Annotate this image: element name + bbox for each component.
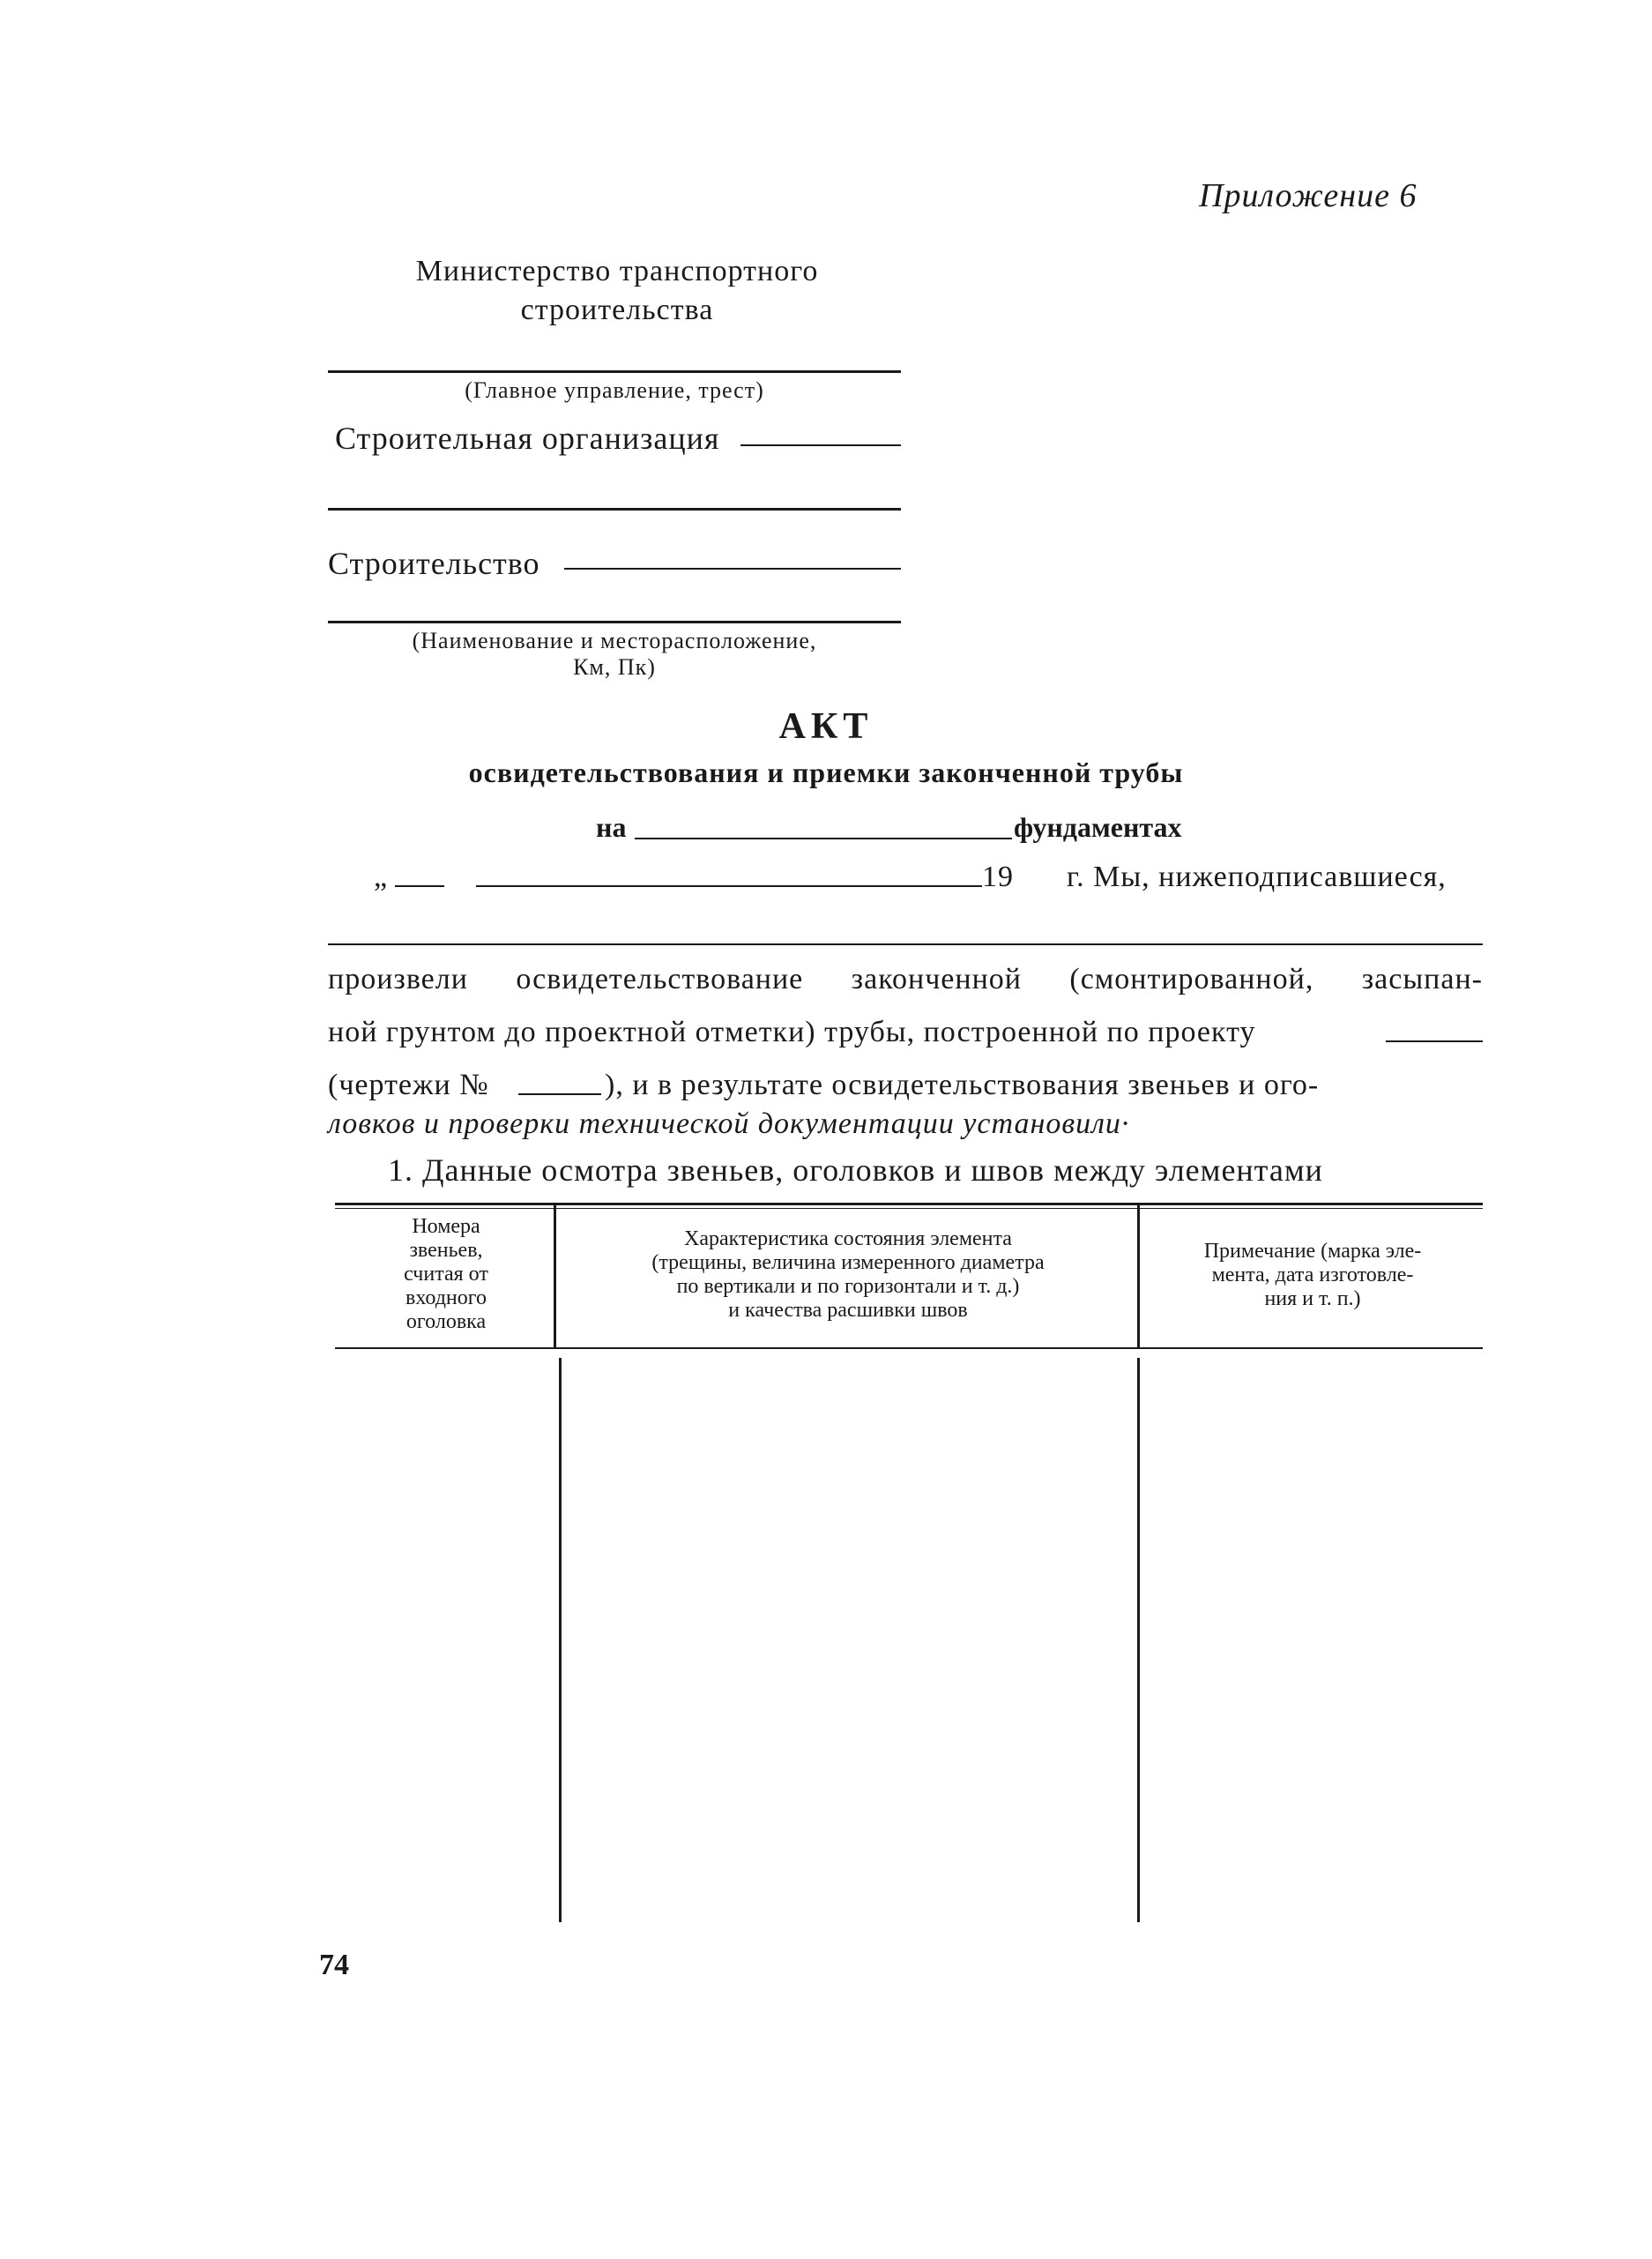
naming-caption-line-2: Км, Пк) — [573, 654, 656, 680]
table-header-col-3-line: ния и т. п.) — [1264, 1287, 1361, 1310]
table-header-col-1-line: считая от — [404, 1263, 488, 1286]
table-header-col-3-line: Примечание (марка эле- — [1203, 1240, 1422, 1263]
ministry-line-1: Министерство транспортного — [415, 255, 819, 287]
table-col-divider-2-header — [1137, 1203, 1140, 1349]
table-header-col-2-line: Характеристика состояния элемента — [684, 1227, 1012, 1250]
section-1-heading: 1. Данные осмотра звеньев, оголовков и швов между элементами — [388, 1152, 1323, 1188]
table-top-rule — [335, 1203, 1483, 1205]
ministry-name — [335, 252, 899, 330]
organization-blank[interactable] — [740, 444, 901, 446]
construction-label: Строительство — [328, 546, 540, 581]
table-col-divider-2-body — [1137, 1358, 1140, 1922]
organization-blank-2[interactable] — [328, 508, 901, 511]
body-line-4: ловков и проверки технической документации установили· — [328, 1107, 1130, 1140]
signatories-blank[interactable] — [328, 943, 1483, 945]
table-header-col-1-line: звеньев, — [409, 1239, 483, 1262]
body-line-2: ной грунтом до проектной отметки) трубы, построенной по проекту — [328, 1016, 1256, 1048]
foundation-prefix: на — [596, 811, 627, 843]
main-directorate-blank[interactable] — [328, 370, 901, 373]
table-col-divider-1-header — [554, 1203, 556, 1349]
table-header-col-1 — [340, 1215, 552, 1334]
date-tail-text: г. Мы, нижеподписавшиеся, — [1067, 861, 1447, 893]
act-title: АКТ — [778, 706, 874, 747]
body-line-1: произвели освидетельствование законченной (смонтированной, засыпан- — [328, 963, 1483, 995]
foundation-suffix: фундаментах — [1014, 811, 1182, 843]
table-header-col-2-line: и качества расшивки швов — [728, 1299, 968, 1322]
page-number: 74 — [319, 1949, 349, 1981]
table-header-col-3-line: мента, дата изготовле- — [1211, 1264, 1414, 1286]
drawings-number-blank[interactable] — [518, 1093, 601, 1095]
project-blank[interactable] — [1386, 1040, 1483, 1042]
table-header-col-1-line: оголовка — [406, 1310, 487, 1333]
date-quote-mark: „ — [374, 861, 389, 893]
table-col-divider-1-body — [559, 1358, 562, 1922]
construction-blank[interactable] — [564, 568, 901, 570]
foundation-type-blank[interactable] — [635, 838, 1012, 839]
body-line-3-part-2: ), и в результате освидетельствования звеньев и ого- — [605, 1069, 1320, 1101]
naming-caption-line-1: (Наименование и месторасположение, — [412, 628, 817, 653]
appendix-label: Приложение 6 — [1199, 177, 1418, 214]
table-header-col-2 — [561, 1227, 1135, 1323]
date-year-prefix: 19 — [982, 861, 1014, 893]
table-top-rule-inner — [335, 1208, 1483, 1209]
table-header-col-1-line: Номера — [412, 1215, 480, 1238]
date-month-blank[interactable] — [476, 885, 982, 887]
table-header-col-2-line: по вертикали и по горизонтали и т. д.) — [676, 1275, 1020, 1298]
body-line-3-part-1: (чертежи № — [328, 1069, 489, 1101]
naming-caption — [328, 628, 901, 681]
organization-label: Строительная организация — [335, 421, 720, 456]
table-header-col-1-line: входного — [405, 1286, 487, 1309]
date-day-blank[interactable] — [395, 885, 444, 887]
construction-blank-2[interactable] — [328, 621, 901, 623]
ministry-line-2: строительства — [520, 294, 714, 326]
main-directorate-caption: (Главное управление, трест) — [465, 377, 764, 403]
act-subtitle: освидетельствования и приемки законченной трубы — [468, 757, 1184, 788]
table-header-col-3 — [1142, 1240, 1483, 1311]
table-header-bottom-rule — [335, 1347, 1483, 1349]
table-header-col-2-line: (трещины, величина измеренного диаметра — [651, 1251, 1045, 1274]
